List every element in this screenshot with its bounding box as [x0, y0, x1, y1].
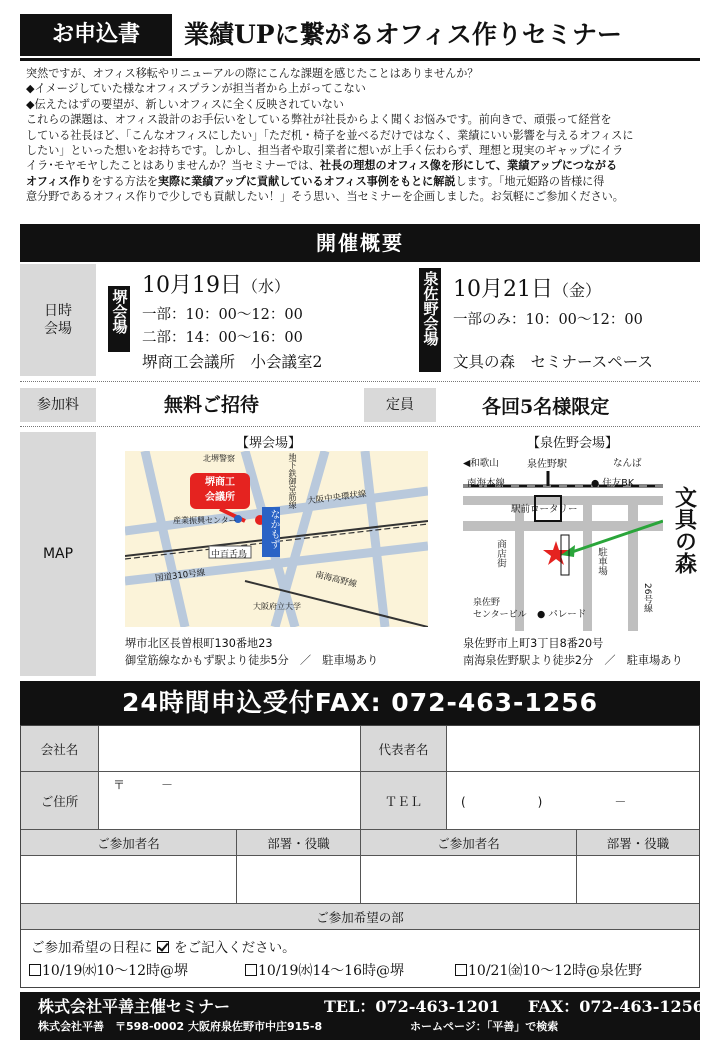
map-station-label: 泉佐野駅 [527, 459, 567, 470]
map-center-label: 泉佐野 センタービル [473, 598, 527, 620]
map-shopping-label: 商店街 [495, 539, 506, 568]
attendee-2-label: ご参加者名 [361, 830, 577, 856]
tel-field[interactable] [447, 772, 699, 830]
footer-fax: FAX：072-463-1256 [528, 997, 704, 1016]
map-route-label: 26号線 [642, 583, 652, 613]
map-route-label: 国道310号線 [154, 567, 206, 585]
intro-line: している社長ほど、「こんなオフィスにしたい」「ただ机・椅子を並べるだけではなく、業績にいい影響を与えるオフィスに [26, 128, 634, 142]
intro-line: 突然ですが、オフィス移転やリニューアルの際にこんな課題を感じたことはありませんか？ [26, 67, 479, 80]
option-3-label: 10/21㈮10～12時@泉佐野 [468, 963, 642, 979]
representative-label: 代表者名 [361, 726, 447, 772]
intro-text-span: をする方法を [91, 174, 158, 188]
divider [20, 426, 700, 427]
capacity-label: 定員 [364, 388, 436, 422]
fee-label: 参加料 [20, 388, 96, 422]
representative-field[interactable] [447, 726, 699, 772]
fax-band: 24時間申込受付FAX: 072-463-1256 [20, 681, 700, 725]
map-police-label: 北堺警察 [203, 454, 235, 463]
map-univ-label: 大阪府立大学 [253, 602, 301, 611]
tel-template: ( ) － [461, 795, 627, 809]
company-label: 会社名 [21, 726, 99, 772]
sakai-slot-2: 二部：14：00～16：00 [142, 330, 303, 346]
attendee-1-field[interactable] [21, 856, 237, 904]
option-1-label: 10/19㈬10～12時@堺 [42, 963, 188, 979]
option-2[interactable] [245, 960, 404, 980]
map-line-label: 南海本線 [467, 478, 506, 489]
izumisano-date [453, 272, 601, 303]
intro-line: 意分野であるオフィス作りで少しでも貢献したい！」そう思い、当セミナーを企画しました。お気軽にご参加ください。 [26, 190, 624, 204]
izumisano-map [463, 451, 663, 631]
address-field[interactable] [99, 772, 361, 830]
map-label: MAP [20, 432, 96, 676]
footer-company: 株式会社平善 〒598-0002 大阪府泉佐野市中庄915-8 [38, 1020, 323, 1033]
izumisano-map-title: 【泉佐野会場】 [527, 436, 619, 451]
izumisano-date-text: 10月21日 [453, 277, 553, 302]
izumisano-venue-tag [419, 268, 441, 372]
intro-line: したい」といった想いをお持ちです。しかし、担当者や取引業者に想いが上手く伝わらず、理想と現実のギャップにイラ [26, 144, 624, 158]
intro-emphasis: 実際に業績アップに貢献しているオフィス事例をもとに解説 [157, 174, 456, 188]
map-bank-label: ● 住友BK [591, 478, 635, 489]
sakai-map-marker: 堺商工 会議所 [205, 477, 235, 503]
map-hub-label: 中百舌鳥 [211, 550, 248, 560]
map-nankai-label: 南海高野線 [314, 569, 358, 590]
dept-2-field[interactable] [577, 856, 699, 904]
bunnomori-callout [668, 486, 700, 582]
sakai-venue-tag-text: 堺会場 [110, 289, 129, 334]
map-namba-label: なんば [613, 458, 642, 469]
izumisano-address: 泉佐野市上町3丁目8番20号 [463, 637, 604, 650]
sakai-venue-tag [108, 286, 130, 352]
intro-line [26, 174, 698, 189]
sakai-date [142, 268, 290, 299]
sakai-venue: 堺商工会議所 小会議室2 [142, 353, 323, 371]
izumisano-dow: （金） [553, 281, 602, 300]
option-1[interactable] [29, 960, 188, 980]
map-station-label: なかもず [268, 509, 279, 549]
option-3[interactable] [455, 960, 642, 980]
intro-text-span: します。「地元姫路の皆様に得 [455, 174, 605, 188]
map-center-label: 産業振興センター [173, 516, 237, 525]
intro-text [26, 66, 698, 205]
dept-1-label: 部署・役職 [237, 830, 361, 856]
intro-emphasis: 社長の理想のオフィス像を形にして、業績アップにつながる [320, 159, 618, 173]
checked-box-icon [157, 941, 169, 953]
intro-line: ◆伝えたはずの要望が、新しいオフィスに全く反映されていない [26, 97, 344, 111]
overview-band: 開催概要 [20, 224, 700, 262]
map-wakayama-label: ◀和歌山 [463, 458, 499, 469]
intro-emphasis: オフィス作り [26, 174, 92, 188]
attendee-2-field[interactable] [361, 856, 577, 904]
tel-label: ＴＥＬ [361, 772, 447, 830]
address-label: ご住所 [21, 772, 99, 830]
intro-line [26, 158, 698, 173]
izumisano-slot-1: 一部のみ：10：00～12：00 [453, 312, 643, 328]
bunnomori-text: 文具の森 [671, 486, 698, 574]
option-2-label: 10/19㈬14～16時@堺 [258, 963, 404, 979]
checkbox-icon[interactable] [455, 964, 467, 976]
footer-tel: TEL：072-463-1201 [324, 997, 500, 1016]
header-rule [20, 58, 700, 61]
izumisano-venue-tag-text: 泉佐野会場 [421, 271, 440, 346]
checkbox-icon[interactable] [245, 964, 257, 976]
header [20, 14, 700, 56]
fee-value: 無料ご招待 [164, 394, 260, 416]
sakai-map [125, 451, 428, 627]
divider [20, 381, 700, 382]
dept-2-label: 部署・役職 [577, 830, 699, 856]
footer [20, 992, 704, 1040]
sakai-dow: （水） [242, 277, 291, 296]
map-rotary-label: 駅前ロータリー [511, 504, 578, 515]
sakai-map-title: 【堺会場】 [236, 436, 302, 451]
sakai-slot-1: 一部：10：00～12：00 [142, 307, 303, 323]
sakai-address: 堺市北区長曽根町130番地23 [125, 637, 273, 650]
intro-line: ◆イメージしていた様なオフィスプランが担当者から上がってこない [26, 82, 366, 96]
map-chuo-label: 大阪中央環状線 [306, 489, 368, 507]
checkbox-icon[interactable] [29, 964, 41, 976]
application-form [20, 725, 700, 988]
dept-1-field[interactable] [237, 856, 361, 904]
map-palade-label: ● パレード [537, 609, 587, 620]
intro-line: これらの課題は、オフィス設計のお手伝いをしている弊社が社長からよく聞くお悩みです。前向きで、頑張って経営を [26, 113, 612, 127]
postal-mark: 〒 － [113, 778, 174, 792]
izumisano-access: 南海泉佐野駅より徒歩2分 ／ 駐車場あり [463, 654, 683, 667]
capacity-value: 各回5名様限定 [482, 396, 610, 418]
page-title: 業績UPに繋がるオフィス作りセミナー [184, 20, 622, 49]
footer-web: ホームページ：「平善」で検索 [410, 1020, 559, 1033]
company-field[interactable] [99, 726, 361, 772]
datetime-label: 日時 会場 [20, 264, 96, 376]
attendee-1-label: ご参加者名 [21, 830, 237, 856]
sakai-date-text: 10月19日 [142, 273, 242, 298]
footer-org: 株式会社平善主催セミナー [38, 997, 231, 1016]
map-subway-label: 地下鉄御堂筋線 [288, 453, 297, 509]
wish-band: ご参加希望の部 [21, 904, 699, 930]
wish-instruction [31, 936, 296, 956]
sakai-access: 御堂筋線なかもず駅より徒歩5分 ／ 駐車場あり [125, 654, 379, 667]
map-parking-label: 駐車場 [596, 547, 607, 576]
izumisano-venue: 文具の森 セミナースペース [453, 353, 653, 371]
form-badge: お申込書 [20, 14, 172, 56]
wish-text: ご参加希望の日程に [31, 940, 153, 956]
wish-text-2: をご記入ください。 [174, 940, 296, 956]
intro-text-span: イラ･モヤモヤしたことはありませんか？当セミナーでは、 [26, 159, 320, 173]
